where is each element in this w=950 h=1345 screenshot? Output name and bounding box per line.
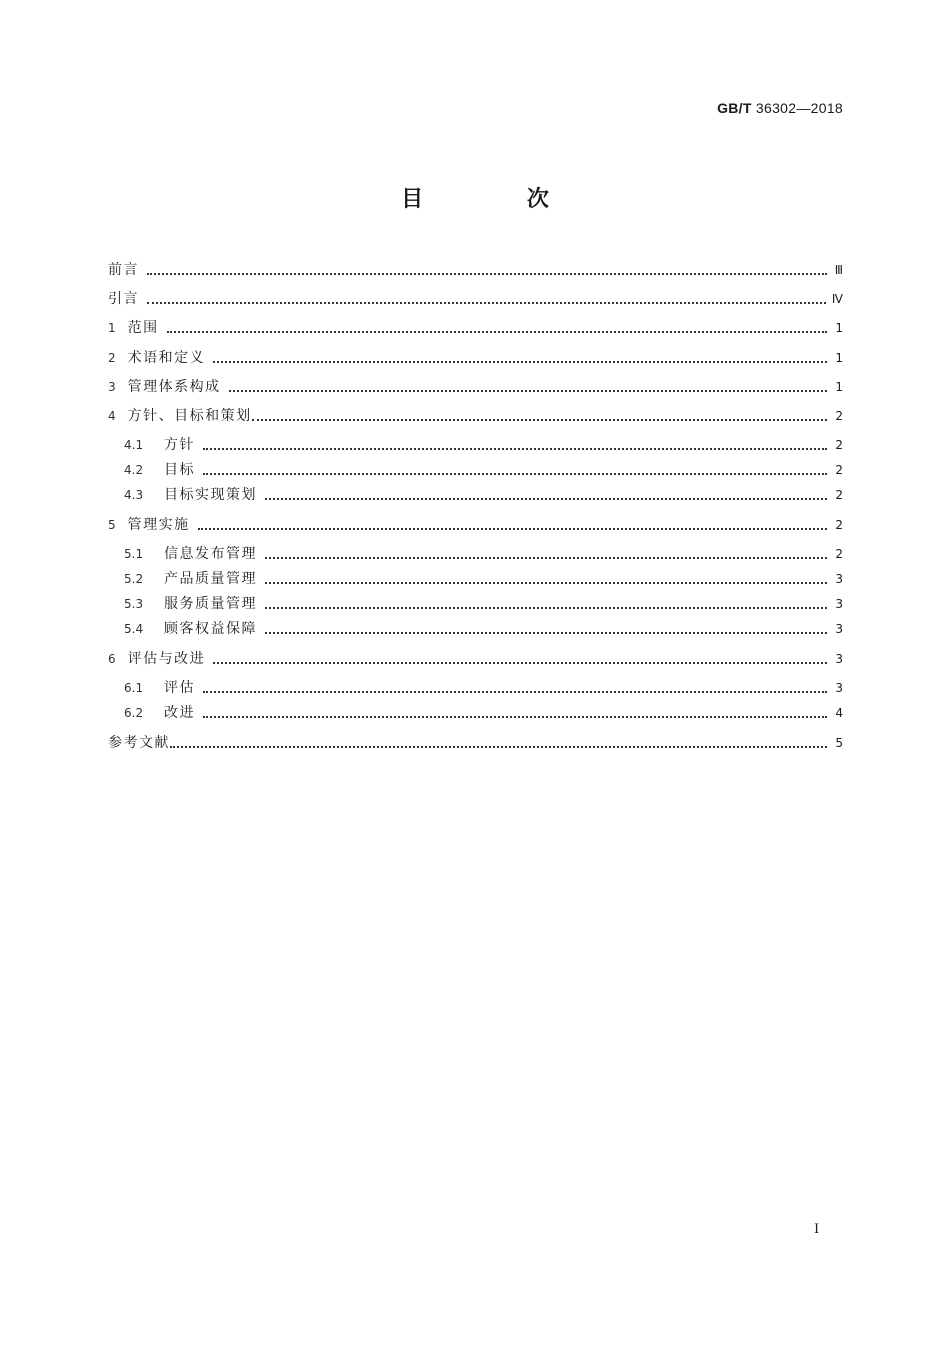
dot-leader (203, 473, 827, 475)
toc-entry-page: 3 (835, 622, 843, 636)
toc-entry-foreword[interactable] (108, 258, 843, 282)
dot-leader (213, 662, 827, 664)
dot-leader (167, 331, 827, 333)
toc-entry-number: 5 (108, 518, 116, 532)
toc-entry-5-1[interactable] (124, 542, 843, 566)
toc-entry-number: 5.3 (124, 597, 144, 611)
toc-entry-5-4[interactable] (124, 617, 843, 641)
dot-leader (170, 746, 827, 748)
toc-entry-number: 5.4 (124, 622, 144, 636)
toc-entry-6-1[interactable] (124, 676, 843, 700)
dot-leader (147, 273, 827, 275)
standard-code-number: 36302—2018 (755, 100, 843, 116)
dot-leader (203, 691, 827, 693)
standard-code-prefix: GB/T (717, 100, 752, 116)
dot-leader (265, 607, 827, 609)
toc-entry-page: 2 (835, 547, 843, 561)
toc-entry-number: 5.1 (124, 547, 144, 561)
toc-entry-label: 术语和定义 (127, 350, 206, 366)
toc-entry-4-3[interactable] (124, 483, 843, 507)
toc-entry-number: 5.2 (124, 572, 144, 586)
toc-entry-label: 范围 (127, 320, 159, 336)
toc-entry-4[interactable] (108, 404, 843, 428)
toc-entry-number: 6.1 (124, 681, 144, 695)
toc-entry-4-1[interactable] (124, 433, 843, 457)
page-number: I (814, 1222, 820, 1237)
toc-entry-label: 评估 (164, 680, 195, 696)
dot-leader (265, 498, 827, 500)
toc-entry-number: 6 (108, 652, 116, 666)
toc-entry-label: 改进 (164, 705, 195, 721)
toc-entry-6[interactable] (108, 647, 843, 671)
toc-entry-label: 顾客权益保障 (164, 621, 257, 637)
toc-entry-label: 方针 (164, 437, 195, 453)
toc-entry-5-3[interactable] (124, 592, 843, 616)
dot-leader (229, 390, 827, 392)
toc-entry-label: 参考文献 (108, 735, 170, 751)
dot-leader (265, 557, 827, 559)
toc-entry-label: 目标 (164, 462, 195, 478)
toc-entry-page: 2 (835, 409, 843, 423)
dot-leader (203, 716, 827, 718)
toc-entry-2[interactable] (108, 346, 843, 370)
toc-entry-page: 4 (835, 706, 843, 720)
toc-entry-label: 产品质量管理 (164, 571, 257, 587)
dot-leader (198, 528, 827, 530)
toc-entry-page: 2 (835, 438, 843, 452)
dot-leader (147, 302, 826, 304)
toc-entry-label: 管理实施 (127, 517, 190, 533)
toc-entry-page: 3 (835, 681, 843, 695)
toc-entry-page: Ⅲ (834, 263, 843, 277)
toc-entry-3[interactable] (108, 375, 843, 399)
toc-entry-label: 引言 (108, 291, 139, 307)
toc-entry-label: 目标实现策划 (164, 487, 257, 503)
toc-title: 目 次 (401, 187, 597, 212)
toc-entry-1[interactable] (108, 316, 843, 340)
dot-leader (252, 419, 827, 421)
toc-entry-page: 1 (835, 321, 843, 335)
toc-entry-5-2[interactable] (124, 567, 843, 591)
dot-leader (203, 448, 827, 450)
toc-entry-page: 3 (835, 572, 843, 586)
toc-entry-5[interactable] (108, 513, 843, 537)
toc-entry-page: 1 (835, 351, 843, 365)
toc-entry-label: 评估与改进 (127, 651, 206, 667)
dot-leader (213, 361, 827, 363)
toc-entry-number: 4.1 (124, 438, 144, 452)
toc-entry-number: 4.3 (124, 488, 144, 502)
standard-code (717, 100, 843, 116)
toc-entry-page: 2 (835, 488, 843, 502)
toc-entry-label: 服务质量管理 (164, 596, 257, 612)
toc-entry-label: 前言 (108, 262, 139, 278)
toc-entry-4-2[interactable] (124, 458, 843, 482)
toc-entry-6-2[interactable] (124, 701, 843, 725)
toc-entry-page: 3 (835, 652, 843, 666)
toc-entry-page: 2 (835, 518, 843, 532)
toc-entry-page: Ⅳ (831, 292, 843, 306)
toc-entry-number: 2 (108, 351, 116, 365)
toc-entry-number: 3 (108, 380, 116, 394)
toc-entry-page: 3 (835, 597, 843, 611)
toc-entry-label: 方针、目标和策划 (127, 408, 252, 424)
toc-entry-number: 6.2 (124, 706, 144, 720)
toc-entry-bibliography[interactable] (108, 731, 843, 755)
dot-leader (265, 632, 827, 634)
toc-entry-introduction[interactable] (108, 287, 843, 311)
toc-entry-page: 1 (835, 380, 843, 394)
dot-leader (265, 582, 827, 584)
toc-entry-number: 1 (108, 321, 116, 335)
toc-entry-label: 管理体系构成 (127, 379, 221, 395)
toc-entry-page: 5 (835, 736, 843, 750)
toc-entry-number: 4.2 (124, 463, 144, 477)
toc-entry-number: 4 (108, 409, 116, 423)
toc-entry-label: 信息发布管理 (164, 546, 257, 562)
toc-entry-page: 2 (835, 463, 843, 477)
